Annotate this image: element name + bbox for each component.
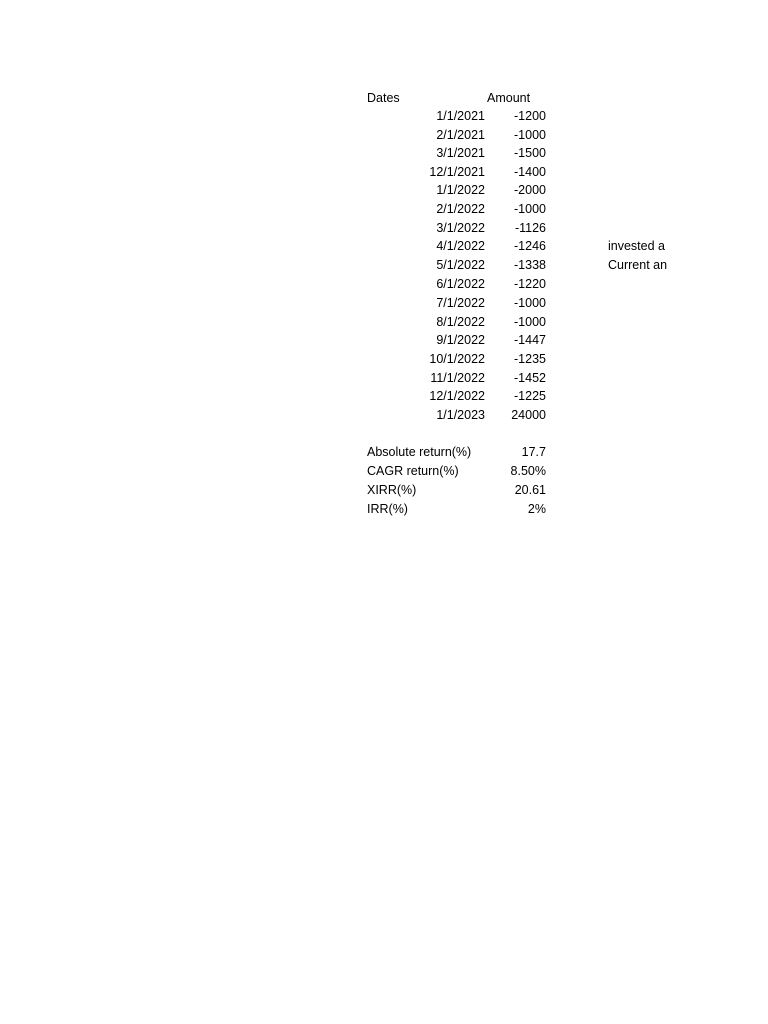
amount-cell: -1452: [514, 371, 546, 385]
amount-cell: -1000: [514, 296, 546, 310]
date-cell: 1/1/2023: [436, 408, 485, 422]
amount-cell: -1000: [514, 128, 546, 142]
amount-cell: 24000: [511, 408, 546, 422]
date-cell: 11/1/2022: [430, 371, 485, 385]
amount-cell: -1126: [514, 221, 546, 235]
date-cell: 12/1/2021: [429, 165, 485, 179]
amount-cell: -1220: [514, 277, 546, 291]
date-cell: 6/1/2022: [436, 277, 485, 291]
amount-cell: -1500: [514, 146, 546, 160]
amount-cell: -1447: [514, 333, 546, 347]
amount-cell: -2000: [514, 183, 546, 197]
date-cell: 5/1/2022: [436, 258, 485, 272]
date-cell: 3/1/2021: [436, 146, 485, 160]
summary-label: Absolute return(%): [367, 445, 472, 459]
amount-cell: -1338: [514, 258, 546, 272]
summary-value: 17.7: [521, 445, 546, 459]
amount-cell: -1246: [514, 239, 546, 253]
header-dates: Dates: [367, 91, 400, 105]
date-cell: 7/1/2022: [436, 296, 485, 310]
date-cell: 9/1/2022: [436, 333, 485, 347]
date-cell: 10/1/2022: [429, 352, 485, 366]
note-invested: invested a: [608, 239, 665, 253]
note-current: Current an: [608, 258, 668, 272]
date-cell: 12/1/2022: [429, 389, 485, 403]
amount-cell: -1000: [514, 202, 546, 216]
date-cell: 3/1/2022: [436, 221, 485, 235]
summary-label: IRR(%): [367, 502, 408, 516]
date-cell: 2/1/2021: [436, 128, 485, 142]
amount-cell: -1225: [514, 389, 546, 403]
summary-label: XIRR(%): [367, 483, 417, 497]
summary-label: CAGR return(%): [367, 464, 459, 478]
summary-value: 8.50%: [510, 464, 546, 478]
date-cell: 1/1/2021: [436, 109, 485, 123]
amount-cell: -1400: [514, 165, 546, 179]
date-cell: 8/1/2022: [436, 315, 485, 329]
amount-cell: -1235: [514, 352, 546, 366]
amount-cell: -1000: [514, 315, 546, 329]
amount-cell: -1200: [514, 109, 546, 123]
date-cell: 4/1/2022: [436, 239, 485, 253]
summary-value: 20.61: [514, 483, 546, 497]
header-amount: Amount: [487, 91, 531, 105]
date-cell: 2/1/2022: [436, 202, 485, 216]
date-cell: 1/1/2022: [436, 183, 485, 197]
summary-value: 2%: [527, 502, 546, 516]
